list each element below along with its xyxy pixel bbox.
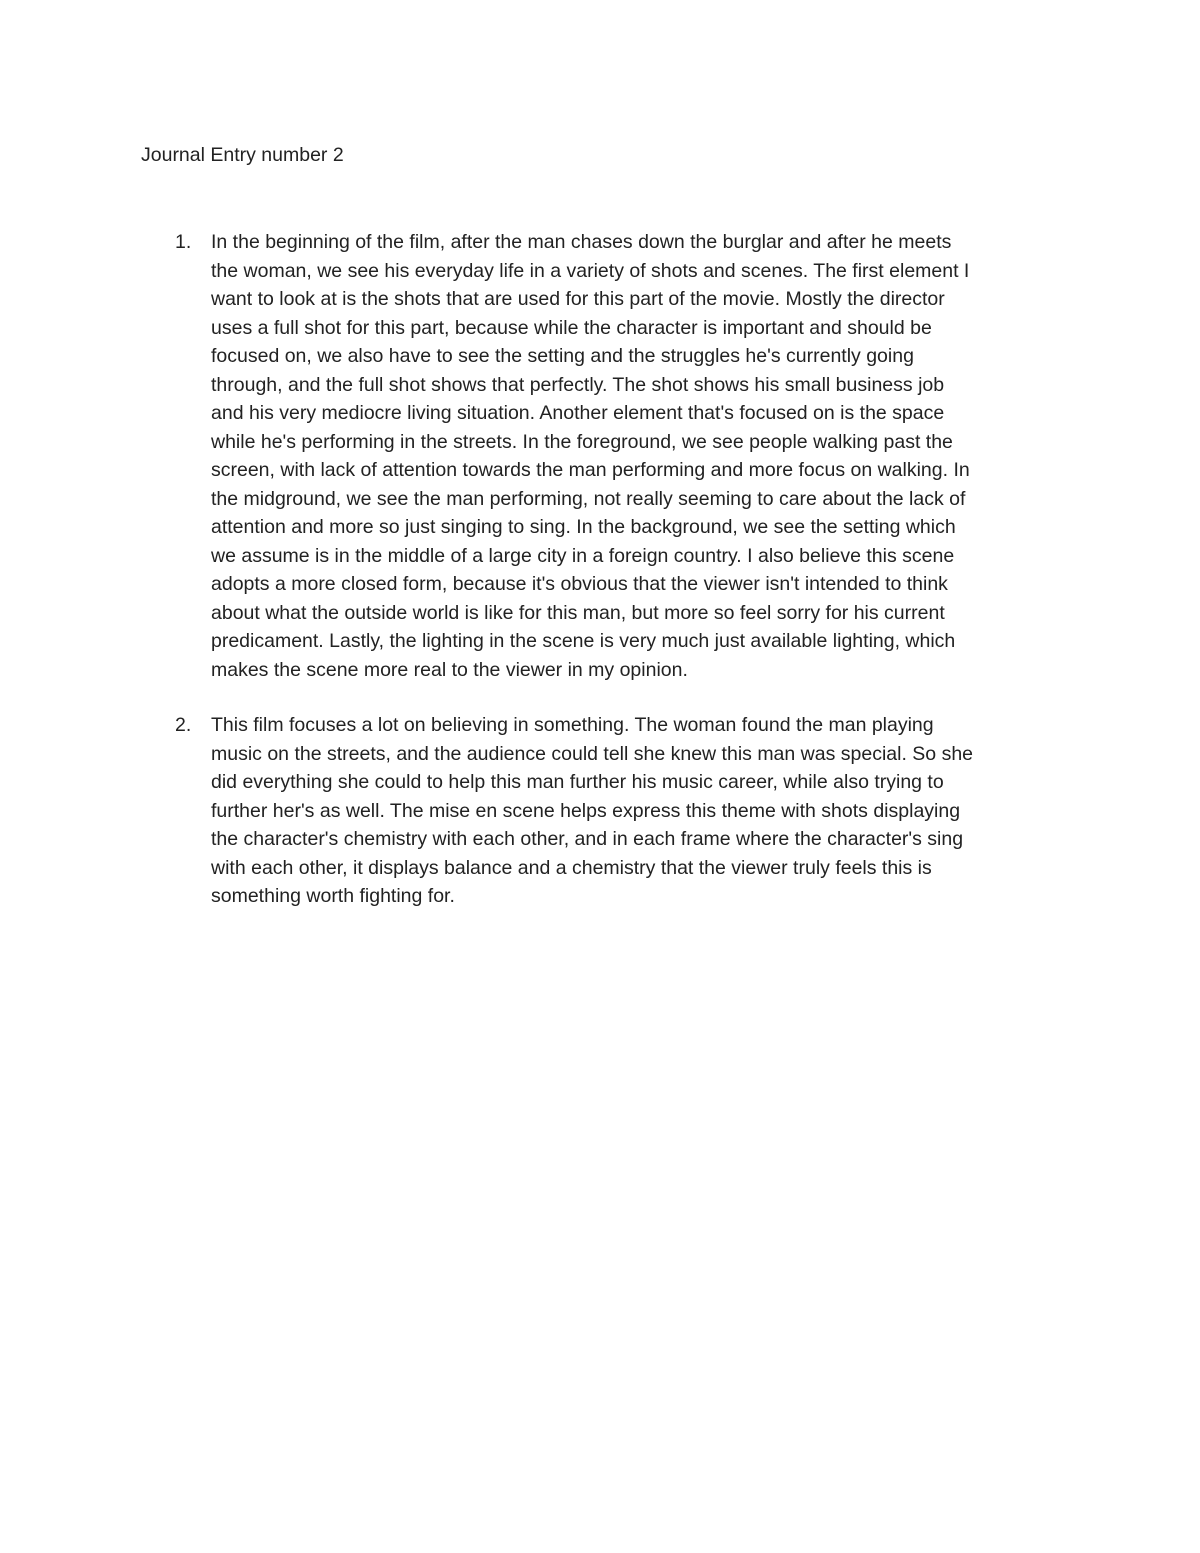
text-line: focused on, we also have to see the setting and the struggles he's currently going (211, 345, 914, 367)
text-line: the midground, we see the man performing, not really seeming to care about the lack of (211, 487, 966, 510)
text-line: and his very mediocre living situation. Another element that's focused on is the space (211, 402, 945, 424)
text-line: while he's performing in the streets. In the foreground, we see people walking past the (211, 430, 953, 453)
text-line: the woman, we see his everyday life in a variety of shots and scenes. The first element I (211, 259, 970, 282)
text-line: music on the streets, and the audience could tell she knew this man was special. So she (211, 742, 974, 765)
list-marker: 1. (175, 231, 192, 253)
text-line: uses a full shot for this part, because while the character is important and should be (211, 316, 932, 339)
text-line: adopts a more closed form, because it's obvious that the viewer isn't intended to think (211, 573, 948, 595)
text-line: attention and more so just singing to sing. In the background, we see the setting which (211, 516, 956, 538)
text-line: something worth fighting for. (211, 885, 455, 907)
text-line: In the beginning of the film, after the man chases down the burglar and after he meets (211, 231, 952, 253)
text-line: we assume is in the middle of a large city in a foreign country. I also believe this scene (211, 544, 955, 567)
list-item-text (211, 711, 1066, 911)
text-line: the character's chemistry with each other, and in each frame where the character's sing (211, 828, 964, 850)
document-title: Journal Entry number 2 (141, 144, 344, 166)
text-line: want to look at is the shots that are used for this part of the movie. Mostly the director (211, 288, 945, 310)
list-marker: 2. (175, 714, 192, 736)
text-line: predicament. Lastly, the lighting in the scene is very much just available lighting, which (211, 630, 956, 652)
text-line: makes the scene more real to the viewer in my opinion. (211, 658, 688, 681)
text-line: did everything she could to help this man further his music career, while also trying to (211, 771, 944, 793)
text-line: with each other, it displays balance and a chemistry that the viewer truly feels this is (211, 856, 932, 879)
list-item-text (211, 228, 1066, 684)
text-line: further her's as well. The mise en scene helps express this theme with shots displaying (211, 799, 961, 822)
text-line: This film focuses a lot on believing in something. The woman found the man playing (211, 714, 934, 736)
text-line: through, and the full shot shows that perfectly. The shot shows his small business job (211, 373, 945, 396)
text-line: screen, with lack of attention towards the man performing and more focus on walking. In (211, 459, 970, 481)
text-line: about what the outside world is like for this man, but more so feel sorry for his current (211, 601, 945, 624)
